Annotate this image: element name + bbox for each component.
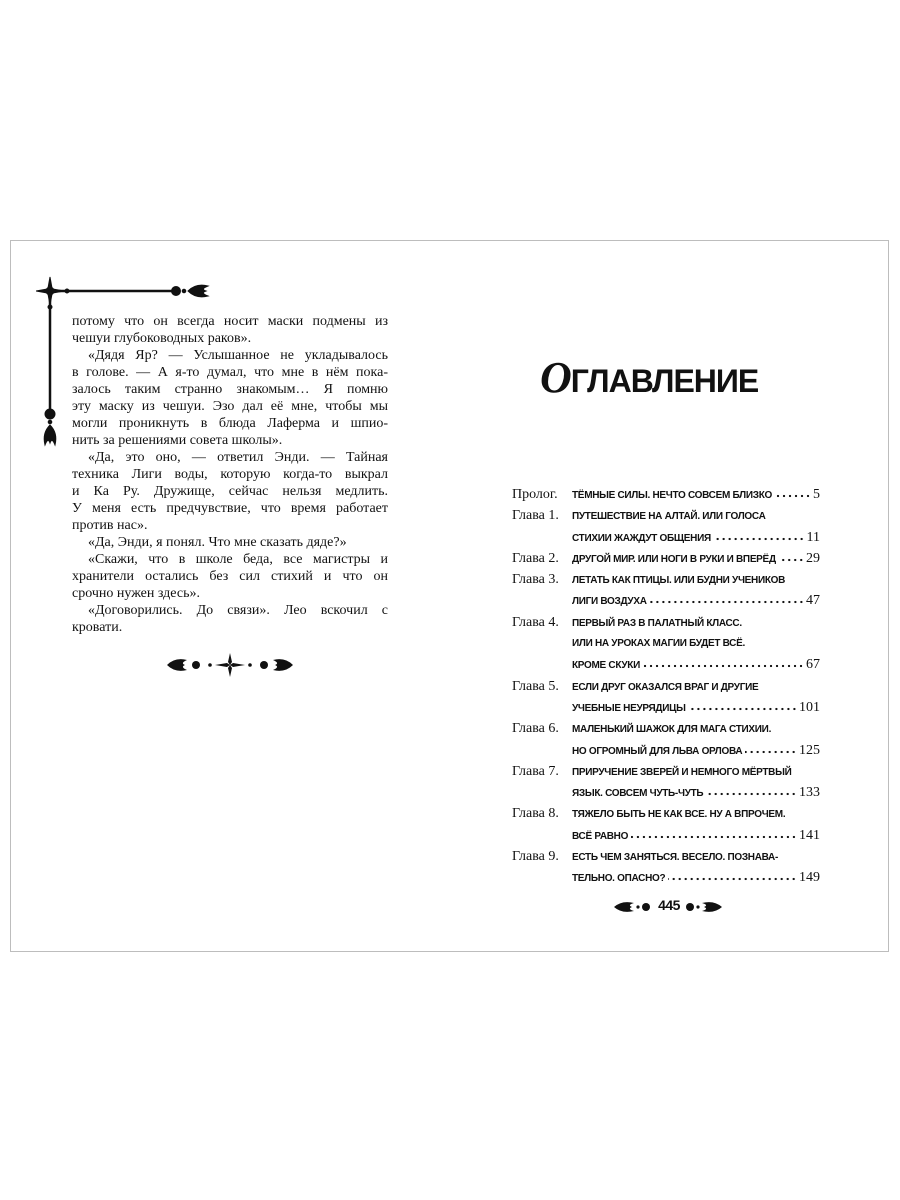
text-line: кровати. bbox=[72, 620, 123, 635]
toc-chapter-title: ПУТЕШЕСТВИЕ НА АЛТАЙ. ИЛИ ГОЛОСА bbox=[572, 511, 766, 523]
title-text: ГЛАВЛЕНИЕ bbox=[570, 363, 759, 399]
text-line: в голове. — А я-то думал, что мне в нём пока- bbox=[72, 365, 388, 380]
toc-entry-line bbox=[512, 825, 820, 846]
toc-chapter-title: ПРИРУЧЕНИЕ ЗВЕРЕЙ И НЕМНОГО МЁРТВЫЙ bbox=[572, 766, 792, 778]
text-line: могли проникнуть в блюда Лаферма и шпио- bbox=[72, 416, 388, 431]
dot-leader bbox=[775, 488, 811, 498]
toc-page-number: 149 bbox=[799, 870, 820, 886]
toc-chapter-title: ЕСТЬ ЧЕМ ЗАНЯТЬСЯ. ВЕСЕЛО. ПОЗНАВА- bbox=[572, 852, 779, 864]
toc-chapter-title: ЯЗЫК. СОВСЕМ ЧУТЬ-ЧУТЬ bbox=[572, 788, 704, 800]
toc-page-number: 29 bbox=[806, 550, 820, 566]
toc-chapter-title: ЛИГИ ВОЗДУХА bbox=[572, 596, 647, 608]
toc-page-number: 11 bbox=[806, 529, 820, 545]
dot-leader bbox=[706, 786, 797, 796]
dot-leader bbox=[650, 594, 804, 604]
toc-entry-line bbox=[512, 505, 820, 526]
toc-chapter-title: КРОМЕ СКУКИ bbox=[572, 660, 640, 672]
toc-entry-line bbox=[512, 676, 820, 697]
text-line: «Дядя Яр? — Услышанное не укладывалось bbox=[88, 348, 388, 363]
toc-title bbox=[540, 352, 780, 403]
toc-chapter-title: ПЕРВЫЙ РАЗ В ПАЛАТНЫЙ КЛАСС. bbox=[572, 617, 742, 629]
text-line: «Да, Энди, я понял. Что мне сказать дяде?» bbox=[88, 535, 347, 550]
toc-entry-line bbox=[512, 740, 820, 761]
dot-leader bbox=[779, 552, 804, 562]
toc-entry-line bbox=[512, 697, 820, 718]
toc-chapter-label: Глава 5. bbox=[512, 678, 559, 694]
dot-leader bbox=[689, 701, 797, 711]
page-number-folio bbox=[612, 896, 724, 918]
toc-page-number: 133 bbox=[799, 785, 820, 801]
toc-chapter-label: Глава 9. bbox=[512, 849, 559, 865]
toc-chapter-label: Глава 7. bbox=[512, 763, 559, 779]
text-line: «Договорились. До связи». Лео вскочил с bbox=[88, 603, 388, 618]
dot-leader bbox=[631, 829, 797, 839]
toc-entry-line bbox=[512, 527, 820, 548]
toc-entry-line bbox=[512, 782, 820, 803]
toc-chapter-label: Глава 4. bbox=[512, 614, 559, 630]
toc-chapter-title: ИЛИ НА УРОКАХ МАГИИ БУДЕТ ВСЁ. bbox=[572, 638, 745, 650]
toc-chapter-title: ЕСЛИ ДРУГ ОКАЗАЛСЯ ВРАГ И ДРУГИЕ bbox=[572, 681, 759, 693]
toc-entry-line bbox=[512, 548, 820, 569]
section-divider-ornament-icon bbox=[165, 652, 295, 678]
text-line: чешуи глубоководных раков». bbox=[72, 331, 252, 346]
toc-entry-line bbox=[512, 761, 820, 782]
toc-page-number: 125 bbox=[799, 742, 820, 758]
text-line: У меня есть предчувствие, что время работает bbox=[72, 501, 388, 516]
text-line: срочно нужен здесь». bbox=[72, 586, 200, 601]
toc-entry-line bbox=[512, 569, 820, 590]
toc-page-number: 141 bbox=[799, 827, 820, 843]
toc-entry-line bbox=[512, 590, 820, 611]
table-of-contents bbox=[512, 484, 820, 889]
toc-chapter-title: ТЁМНЫЕ СИЛЫ. НЕЧТО СОВСЕМ БЛИЗКО bbox=[572, 490, 772, 501]
toc-chapter-label: Глава 6. bbox=[512, 721, 559, 737]
text-line: техника Лиги воды, которую когда-то выкрал bbox=[72, 467, 388, 482]
text-line: залось таким странно знакомым… Я помню bbox=[72, 382, 388, 397]
text-line: «Скажи, что в школе беда, все магистры и bbox=[88, 552, 388, 567]
dot-leader bbox=[643, 658, 804, 668]
toc-chapter-title: ВСЁ РАВНО bbox=[572, 830, 629, 842]
text-line: потому что он всегда носит маски подмены из bbox=[72, 314, 388, 329]
toc-entry-line bbox=[512, 846, 820, 867]
toc-entry-line bbox=[512, 867, 820, 888]
toc-chapter-title: ТЕЛЬНО. ОПАСНО? bbox=[572, 873, 666, 885]
toc-page-number: 5 bbox=[813, 487, 820, 502]
toc-page-number: 47 bbox=[806, 593, 820, 609]
toc-chapter-title: СТИХИИ ЖАЖДУТ ОБЩЕНИЯ bbox=[572, 532, 711, 544]
body-text bbox=[72, 313, 388, 636]
text-line: нить за решениями совета школы». bbox=[72, 433, 283, 448]
toc-chapter-title: ЛЕТАТЬ КАК ПТИЦЫ. ИЛИ БУДНИ УЧЕНИКОВ bbox=[572, 575, 786, 587]
page-number: 445 bbox=[658, 897, 680, 913]
title-drop-cap: О bbox=[540, 353, 571, 402]
text-line: «Да, это оно, — ответил Энди. — Тайная bbox=[88, 450, 388, 465]
toc-chapter-title: УЧЕБНЫЕ НЕУРЯДИЦЫ bbox=[572, 702, 686, 714]
toc-chapter-label: Глава 1. bbox=[512, 508, 559, 524]
toc-chapter-title: ДРУГОЙ МИР. ИЛИ НОГИ В РУКИ И ВПЕРЁД bbox=[572, 553, 776, 565]
dot-leader bbox=[668, 871, 797, 881]
toc-entry-line bbox=[512, 654, 820, 675]
toc-chapter-label: Глава 3. bbox=[512, 572, 559, 588]
text-line: эту маску из чешуи. Эзо дал её мне, чтобы мы bbox=[72, 399, 388, 414]
toc-chapter-title: ТЯЖЕЛО БЫТЬ НЕ КАК ВСЕ. НУ А ВПРОЧЕМ. bbox=[572, 809, 786, 821]
toc-chapter-title: НО ОГРОМНЫЙ ДЛЯ ЛЬВА ОРЛОВА bbox=[572, 745, 743, 757]
dot-leader bbox=[745, 744, 797, 754]
toc-page-number: 101 bbox=[799, 699, 820, 715]
text-line: и Ка Ру. Дружище, сейчас нельзя медлить. bbox=[72, 484, 388, 499]
toc-chapter-title: МАЛЕНЬКИЙ ШАЖОК ДЛЯ МАГА СТИХИИ. bbox=[572, 724, 772, 736]
toc-entry-line bbox=[512, 803, 820, 824]
toc-entry-line bbox=[512, 484, 820, 505]
toc-entry-line bbox=[512, 718, 820, 739]
toc-entry-line bbox=[512, 612, 820, 633]
text-line: против нас». bbox=[72, 518, 148, 533]
toc-chapter-label: Пролог. bbox=[512, 487, 558, 502]
dot-leader bbox=[714, 531, 805, 541]
text-line: хранители остались без сил стихий и что он bbox=[72, 569, 388, 584]
toc-chapter-label: Глава 2. bbox=[512, 550, 559, 566]
toc-entry-line bbox=[512, 633, 820, 654]
toc-page-number: 67 bbox=[806, 657, 820, 673]
toc-chapter-label: Глава 8. bbox=[512, 806, 559, 822]
